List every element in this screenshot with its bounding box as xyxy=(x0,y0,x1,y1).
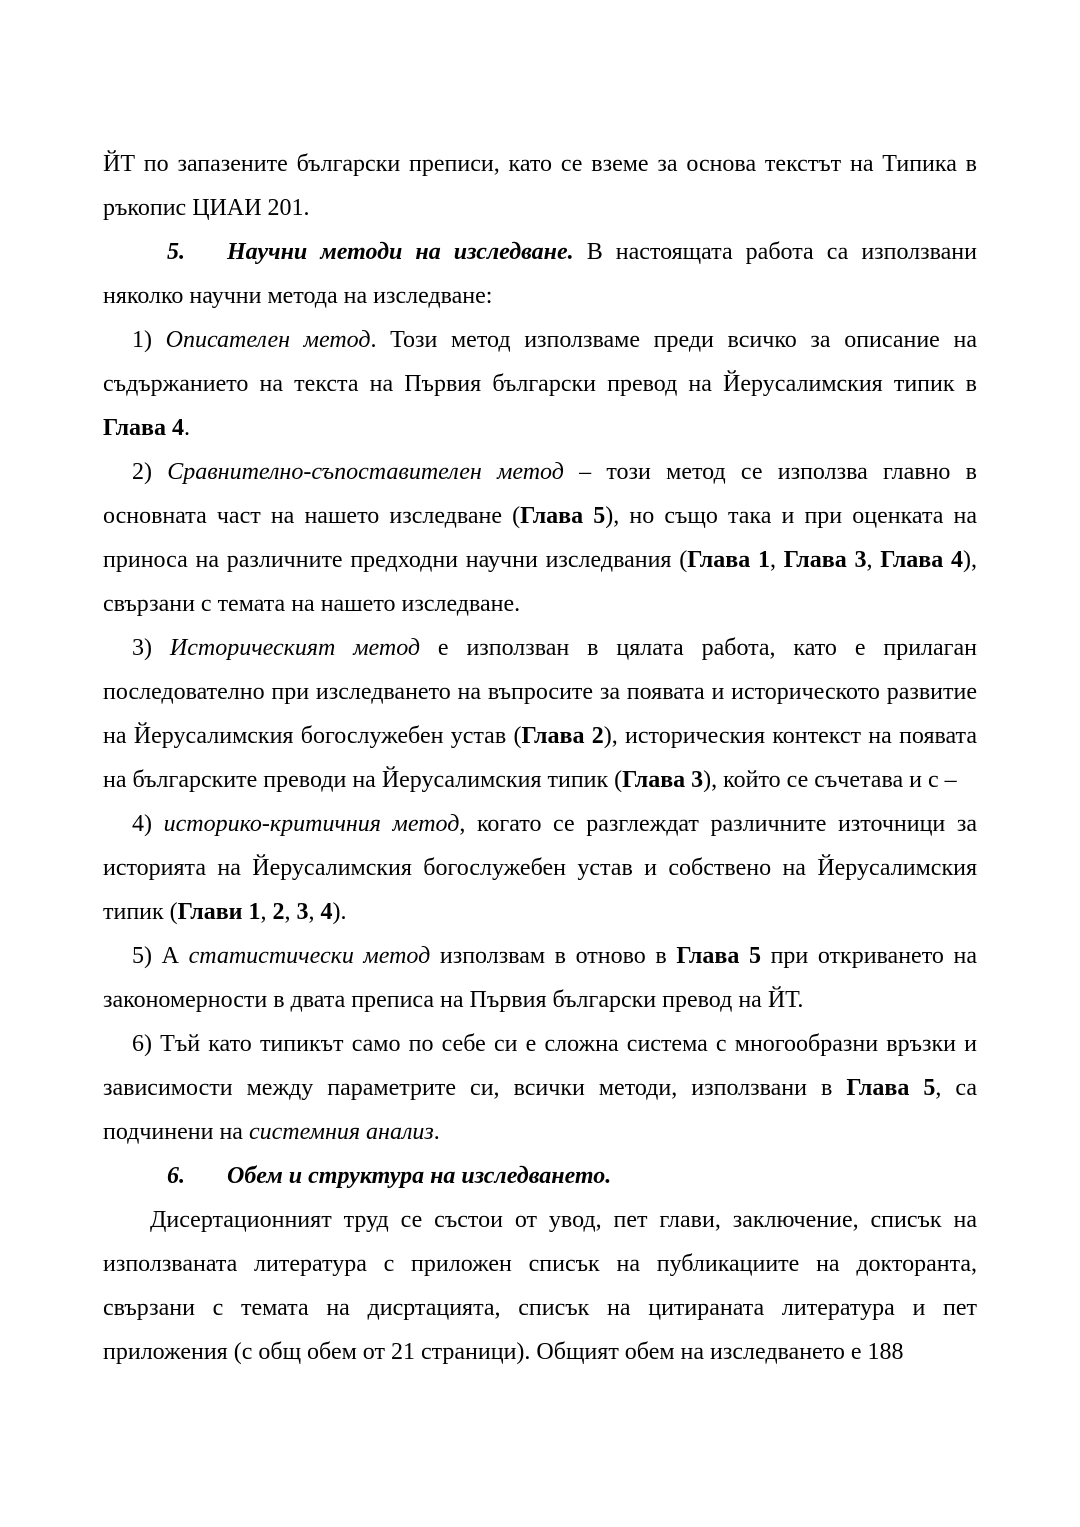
text-run: 6. xyxy=(167,1163,185,1189)
paragraph-continuation xyxy=(103,142,977,230)
text-run: статистически метод xyxy=(188,943,431,969)
text-run: използвам в отново в xyxy=(430,943,677,969)
paragraph-volume xyxy=(103,1198,977,1374)
text-run: Глава 5 xyxy=(846,1075,936,1101)
text-run: , xyxy=(866,547,881,573)
list-item-method-6 xyxy=(103,1022,977,1154)
text-run: 3) xyxy=(132,635,170,661)
text-run: ), който се съчетава и с – xyxy=(703,767,957,793)
text-run: Глави 1 xyxy=(177,899,261,925)
text-run: Глава 5 xyxy=(520,503,606,529)
text-run: 1) xyxy=(132,327,166,353)
text-run: ). xyxy=(332,899,347,925)
text-block xyxy=(103,142,977,1374)
text-run: Обем и структура на изследването. xyxy=(227,1163,612,1189)
text-run: 4) xyxy=(132,811,164,837)
text-run: , xyxy=(769,547,784,573)
text-run: 5) А xyxy=(132,943,189,969)
text-run: Глава 4 xyxy=(103,415,184,441)
text-run: при откриването на закономерности в двата преписа на Първия български превод на ЙТ. xyxy=(103,943,977,1013)
text-run: ЙТ по запазените български преписи, като се вземе за основа текстът на Типика в ръкопис ЦИАИ 201. xyxy=(103,151,977,221)
text-run: . xyxy=(184,415,190,441)
list-item-method-5 xyxy=(103,934,977,1022)
list-item-method-3 xyxy=(103,626,977,802)
text-run: , xyxy=(260,899,273,925)
text-run: Дисертационният труд се състои от увод, пет глави, заключение, списък на използваната литература с приложен списък на публикациите на докторанта, свързани с темата на дисртацията, списък на цитираната литература и пет приложения (с общ обем от 21 страници). Общият обем на изследването е 188 xyxy=(103,1207,977,1365)
text-run: Глава 3 xyxy=(622,767,704,793)
text-run: Описателен метод xyxy=(165,327,371,353)
text-run: Сравнително-съпоставителен метод xyxy=(167,459,564,485)
text-run: , xyxy=(284,899,297,925)
text-run: Научни методи на изследване. xyxy=(227,239,574,265)
text-run: историко-критичния метод xyxy=(163,811,460,837)
text-run: ), свързани с темата на нашето изследване. xyxy=(103,547,977,617)
list-item-method-1 xyxy=(103,318,977,450)
text-run: Глава 1 xyxy=(687,547,770,573)
text-run: , са подчинени на xyxy=(103,1075,977,1145)
text-run: – този метод се използва главно в основната част на нашето изследване ( xyxy=(103,459,977,529)
text-run: системния анализ xyxy=(248,1119,434,1145)
heading-5-research-methods xyxy=(103,230,977,318)
list-item-method-2 xyxy=(103,450,977,626)
text-run: ), но също така и при оценката на приноса на различните предходни научни изследвания ( xyxy=(103,503,977,573)
text-run: Глава 3 xyxy=(783,547,867,573)
text-run: , xyxy=(308,899,321,925)
text-run: 3 xyxy=(296,899,309,925)
text-run: . Този метод използваме преди всичко за описание на съдържанието на текста на Първия български превод на Йерусалимския типик в xyxy=(103,327,977,397)
text-run: Историческият метод xyxy=(169,635,421,661)
text-run: 6) Тъй като типикът само по себе си е сложна система с многообразни връзки и зависимости между параметрите си, всички методи, използвани в xyxy=(103,1031,977,1101)
heading-6-scope-structure xyxy=(103,1154,977,1198)
list-item-method-4 xyxy=(103,802,977,934)
text-run: , когато се разглеждат различните източници за историята на Йерусалимския богослужебен устав и собствено на Йерусалимския типик ( xyxy=(103,811,977,925)
text-run: Глава 4 xyxy=(880,547,963,573)
text-run: 2) xyxy=(132,459,168,485)
text-run: 2 xyxy=(272,899,285,925)
text-run: В настоящата работа са използвани няколко научни метода на изследване: xyxy=(103,239,977,309)
text-run: 5. xyxy=(167,239,185,265)
text-run: Глава 5 xyxy=(676,943,761,969)
text-run: Глава 2 xyxy=(521,723,604,749)
text-run: 4 xyxy=(320,899,333,925)
text-run: . xyxy=(433,1119,440,1145)
text-run: ), историческия контекст на появата на българските преводи на Йерусалимския типик ( xyxy=(103,723,977,793)
text-run: е използван в цялата работа, като е прилаган последователно при изследването на въпросите за появата и историческото развитие на Йерусалимския богослужебен устав ( xyxy=(103,635,978,749)
